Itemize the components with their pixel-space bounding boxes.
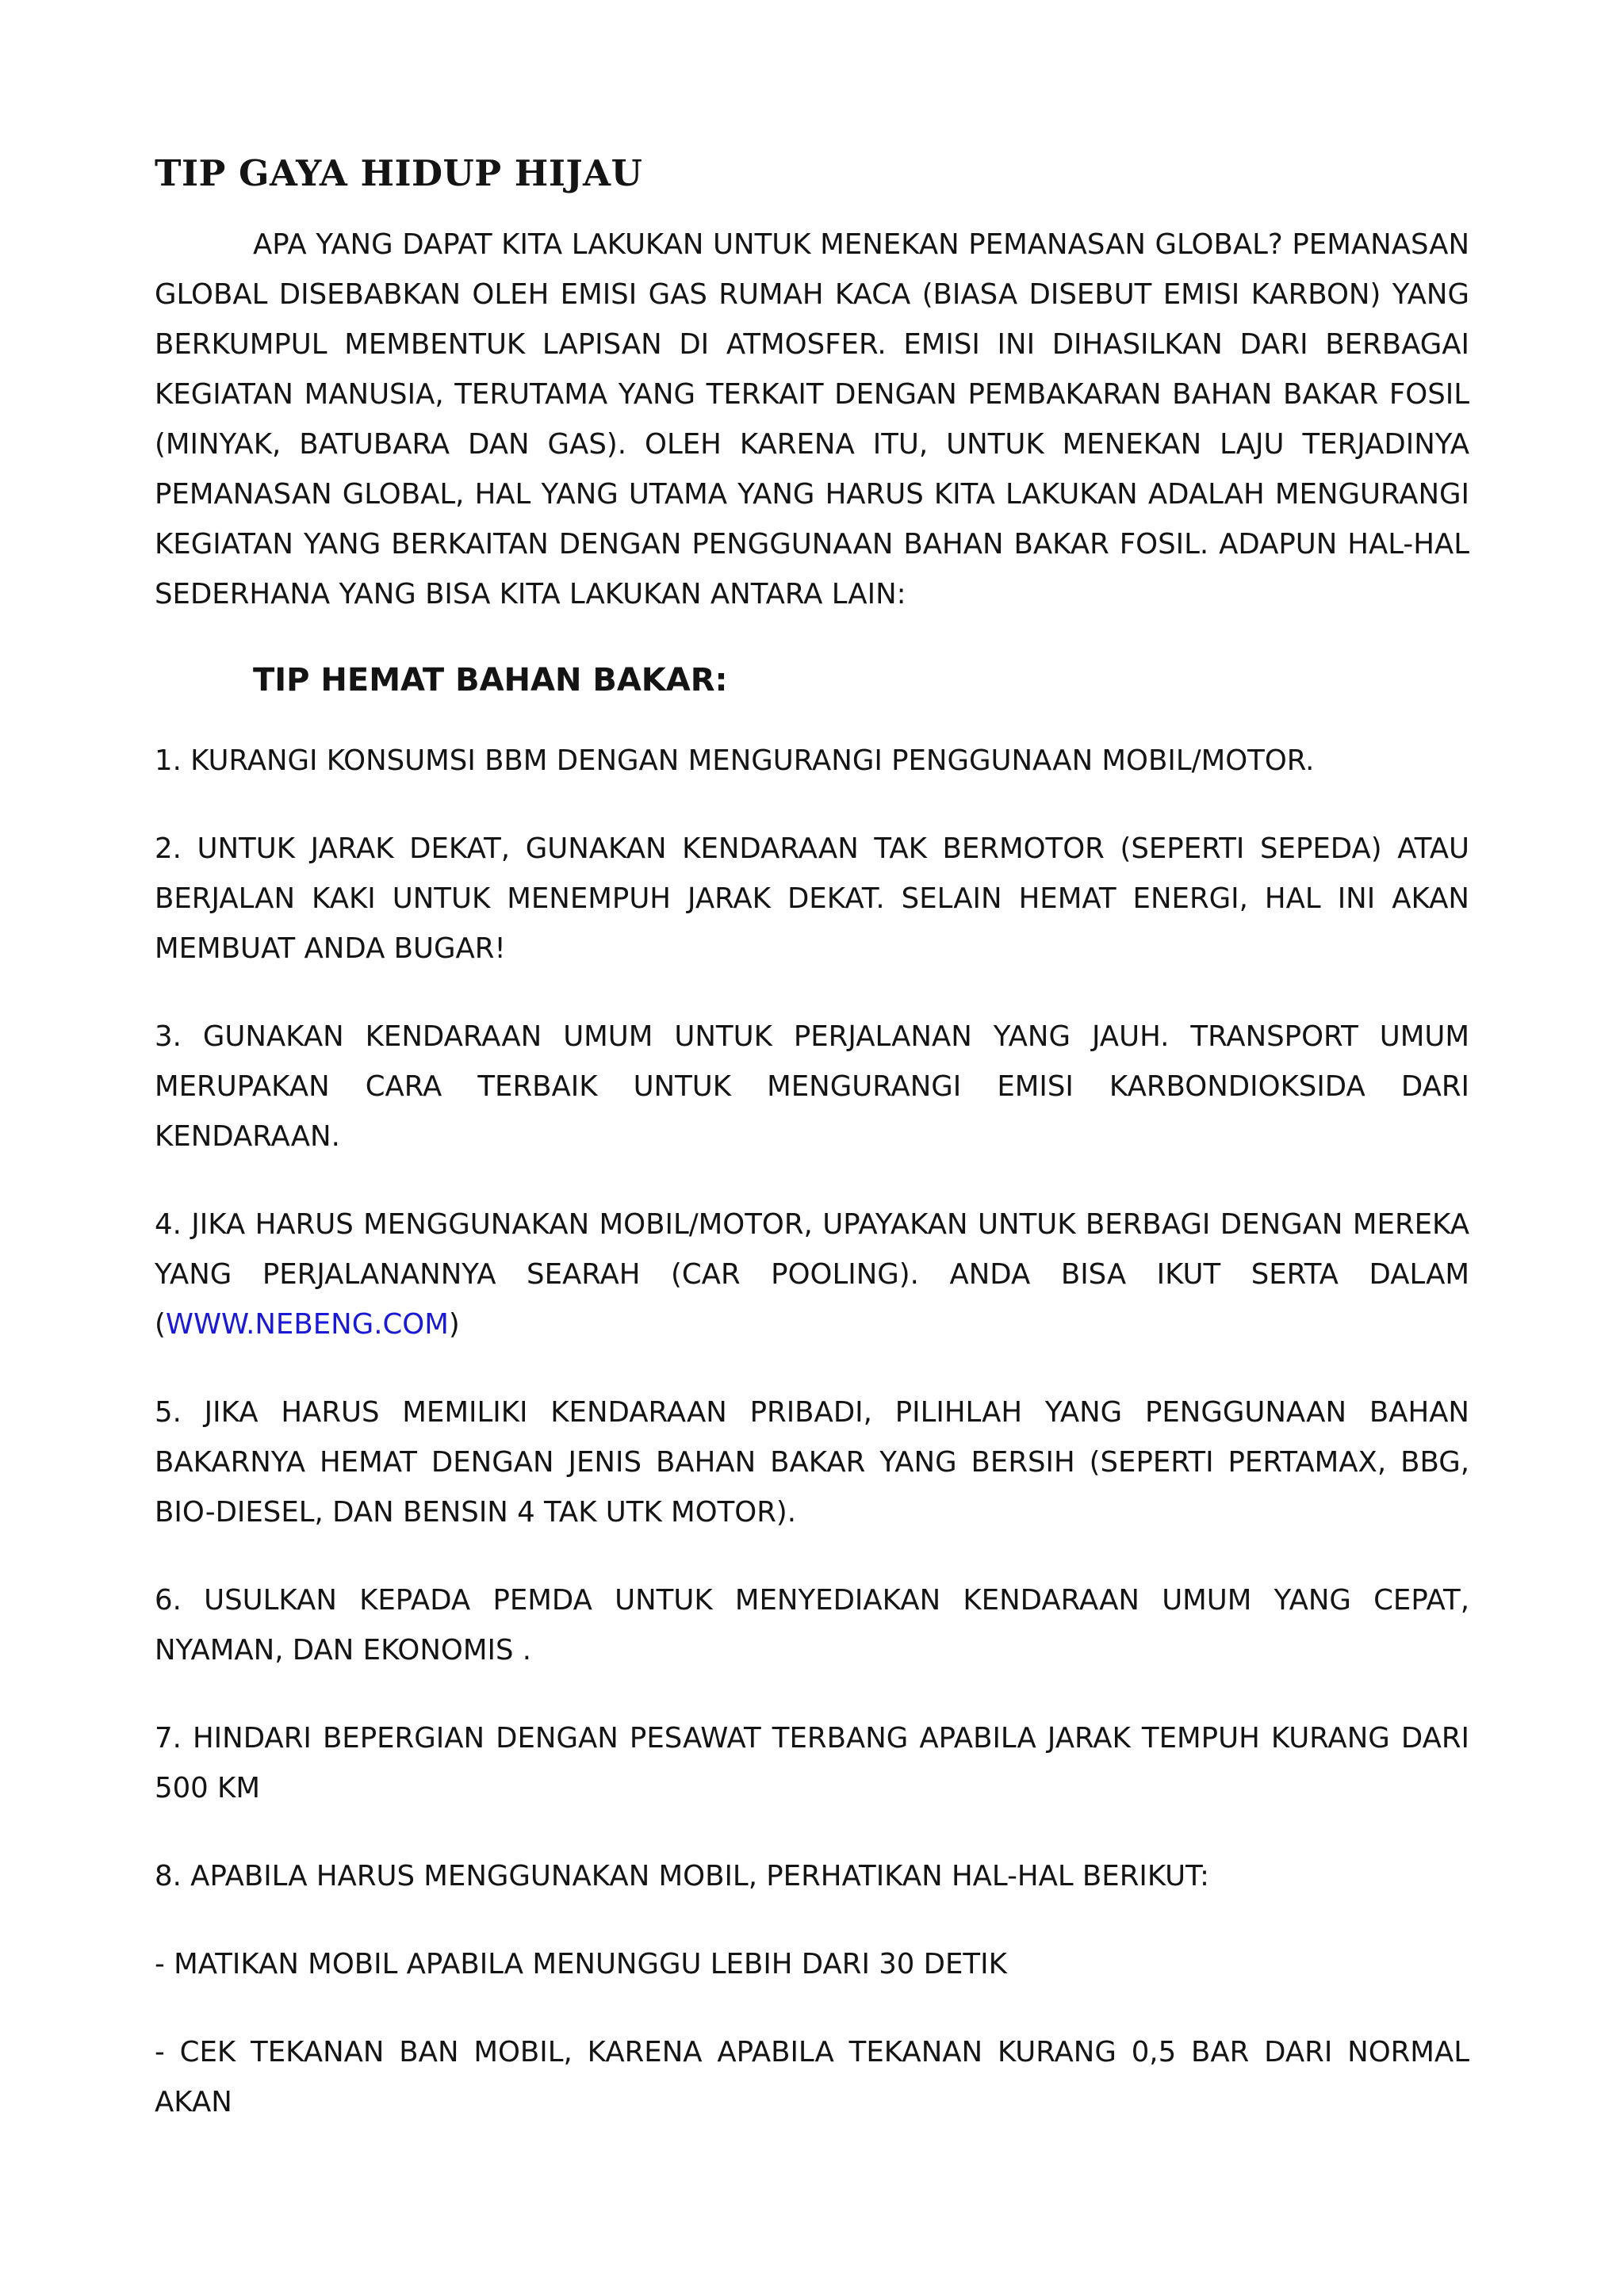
list-item-with-link bbox=[155, 1200, 1469, 1349]
list-item: 3. GUNAKAN KENDARAAN UMUM UNTUK PERJALANAN YANG JAUH. TRANSPORT UMUM MERUPAKAN CARA TERBAIK UNTUK MENGURANGI EMISI KARBONDIOKSIDA DARI KENDARAAN. bbox=[155, 1020, 1469, 1153]
document-page bbox=[155, 151, 1469, 2165]
list-item: 2. UNTUK JARAK DEKAT, GUNAKAN KENDARAAN TAK BERMOTOR (SEPERTI SEPEDA) ATAU BERJALAN KAKI UNTUK MENEMPUH JARAK DEKAT. SELAIN HEMAT ENERGI, HAL INI AKAN MEMBUAT ANDA BUGAR! bbox=[155, 832, 1469, 965]
list-item: 1. KURANGI KONSUMSI BBM DENGAN MENGURANGI PENGGUNAAN MOBIL/MOTOR. bbox=[155, 744, 1315, 777]
nebeng-link[interactable]: WWW.NEBENG.COM bbox=[165, 1307, 449, 1341]
list-item: 6. USULKAN KEPADA PEMDA UNTUK MENYEDIAKAN KENDARAAN UMUM YANG CEPAT, NYAMAN, DAN EKONOMIS . bbox=[155, 1583, 1469, 1667]
list-item: 7. HINDARI BEPERGIAN DENGAN PESAWAT TERBANG APABILA JARAK TEMPUH KURANG DARI 500 KM bbox=[155, 1721, 1469, 1804]
sub-list-item: - CEK TEKANAN BAN MOBIL, KARENA APABILA TEKANAN KURANG 0,5 BAR DARI NORMAL AKAN bbox=[155, 2035, 1469, 2118]
list-item: 5. JIKA HARUS MEMILIKI KENDARAAN PRIBADI, PILIHLAH YANG PENGGUNAAN BAHAN BAKARNYA HEMAT DENGAN JENIS BAHAN BAKAR YANG BERSIH (SEPERTI PERTAMAX, BBG, BIO-DIESEL, DAN BENSIN 4 TAK UTK MOTOR). bbox=[155, 1395, 1469, 1529]
sub-list-item: - MATIKAN MOBIL APABILA MENUNGGU LEBIH DARI 30 DETIK bbox=[155, 1947, 1007, 1980]
section-heading: TIP HEMAT BAHAN BAKAR: bbox=[253, 661, 728, 698]
item-text: 4. JIKA HARUS MENGGUNAKAN MOBIL/MOTOR, UPAYAKAN UNTUK BERBAGI DENGAN MEREKA YANG PERJALANANNYA SEARAH (CAR POOLING). ANDA BISA IKUT SERTA DALAM ( bbox=[155, 1207, 1469, 1341]
intro-paragraph: APA YANG DAPAT KITA LAKUKAN UNTUK MENEKAN PEMANASAN GLOBAL? PEMANASAN GLOBAL DISEBABKAN OLEH EMISI GAS RUMAH KACA (BIASA DISEBUT EMISI KARBON) YANG BERKUMPUL MEMBENTUK LAPISAN DI ATMOSFER. EMISI INI DIHASILKAN DARI BERBAGAI KEGIATAN MANUSIA, TERUTAMA YANG TERKAIT DENGAN PEMBAKARAN BAHAN BAKAR FOSIL (MINYAK, BATUBARA DAN GAS). OLEH KARENA ITU, UNTUK MENEKAN LAJU TERJADINYA PEMANASAN GLOBAL, HAL YANG UTAMA YANG HARUS KITA LAKUKAN ADALAH MENGURANGI KEGIATAN YANG BERKAITAN DENGAN PENGGUNAAN BAHAN BAKAR FOSIL. ADAPUN HAL-HAL SEDERHANA YANG BISA KITA LAKUKAN ANTARA LAIN: bbox=[155, 228, 1469, 610]
document-title: TIP GAYA HIDUP HIJAU bbox=[155, 152, 643, 194]
item-text: ) bbox=[448, 1307, 460, 1341]
list-item: 8. APABILA HARUS MENGGUNAKAN MOBIL, PERHATIKAN HAL-HAL BERIKUT: bbox=[155, 1859, 1209, 1892]
